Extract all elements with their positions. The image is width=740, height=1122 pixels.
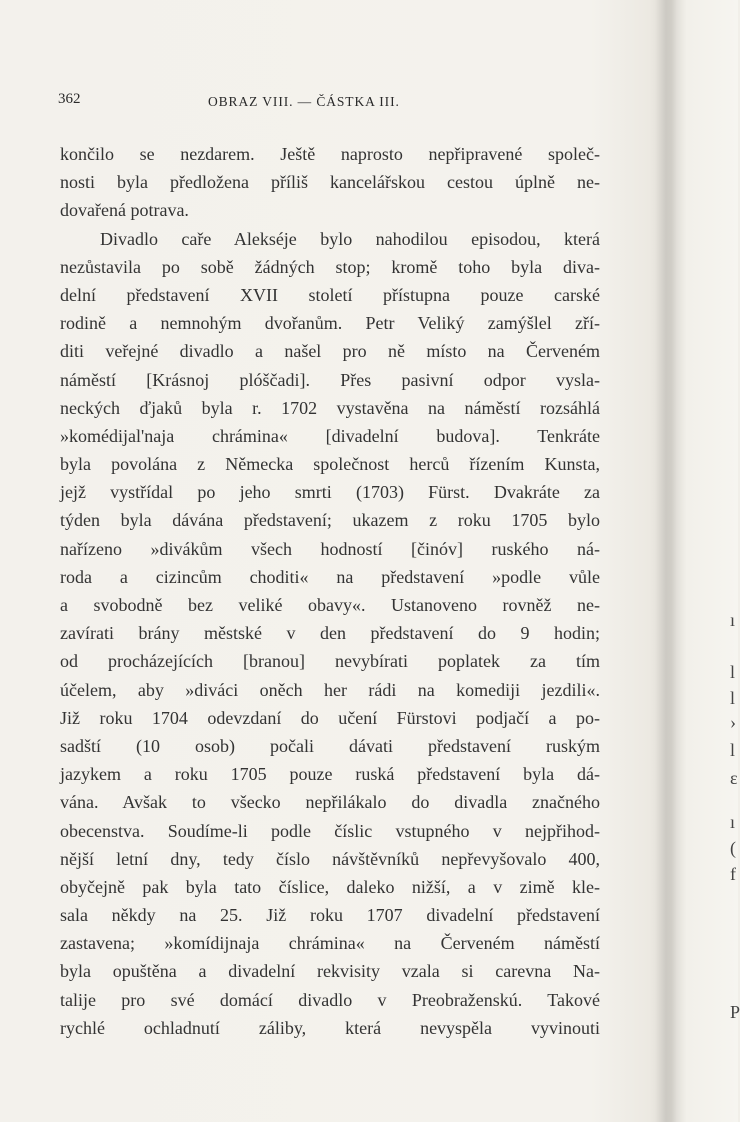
text-line: vána. Avšak to všecko nepřilákalo do divadla značného — [60, 792, 600, 813]
text-line: sadští (10 osob) počali dávati představení ruským — [60, 735, 600, 756]
text-line: obyčejně pak byla tato číslice, daleko nižší, a v zimě kle- — [60, 876, 600, 897]
text-line: a svobodně bez veliké obavy«. Ustanoveno rovněž ne- — [60, 595, 600, 615]
edge-fragment: ε — [730, 768, 738, 788]
facing-page-edge-fragments — [725, 0, 738, 1122]
paragraph-first-line: Divadlo caře Alekséje bylo nahodilou episodou, která — [100, 228, 600, 249]
edge-fragment: › — [730, 712, 736, 732]
text-line: nější letní dny, tedy číslo návštěvníků nepřevyšovalo 400, — [60, 848, 600, 869]
page-header — [58, 91, 618, 111]
text-line: od procházejících [branou] nevybírati poplatek za tím — [60, 651, 600, 672]
body-text — [60, 140, 600, 1042]
edge-fragment: ı — [730, 812, 736, 832]
page-gutter-shadow — [655, 0, 677, 1122]
text-line: nezůstavila po sobě žádných stop; kromě toho byla diva- — [60, 256, 600, 277]
text-line: sala někdy na 25. Již roku 1707 divadelní představení — [60, 905, 600, 926]
text-line: náměstí [Krásnoj plóščadi]. Přes pasivní odpor vysla- — [60, 369, 600, 390]
text-line: dovařená potrava. — [60, 200, 189, 221]
text-line: končilo se nezdarem. Ještě naprosto nepřipravené společ- — [60, 144, 600, 164]
text-line: byla opuštěna a divadelní rekvisity vzala si carevna Na- — [60, 961, 600, 982]
text-line: byla povolána z Německa společnost herců řízením Kunsta, — [60, 454, 600, 475]
edge-fragment: l — [730, 740, 736, 760]
text-line: diti veřejné divadlo a našel pro ně místo na Červeném — [60, 341, 600, 362]
running-head: OBRAZ VIII. — ČÁSTKA III. — [208, 94, 400, 109]
text-line: obecenstva. Soudíme-li podle číslic vstupného v nejpřihod- — [60, 820, 600, 841]
text-line: roda a cizincům choditi« na představení »podle vůle — [60, 566, 600, 587]
edge-fragment: f — [730, 864, 736, 884]
edge-fragment: P — [730, 1002, 740, 1022]
text-line: talije pro své domácí divadlo v Preobraženskú. Takové — [60, 989, 600, 1010]
text-line: týden byla dávána představení; ukazem z roku 1705 bylo — [60, 510, 600, 531]
edge-fragment: l — [730, 662, 736, 682]
text-line: »komédijal'naja chrámina« [divadelní budova]. Tenkráte — [60, 425, 600, 446]
text-line: neckých ďjaků byla r. 1702 vystavěna na náměstí rozsáhlá — [60, 397, 600, 418]
text-line: nařízeno »divákům všech hodností [činóv] ruského ná- — [60, 538, 600, 559]
text-line: zastavena; »komídijnaja chrámina« na Červeném náměstí — [60, 933, 600, 954]
text-line: delní představení XVII století přístupna pouze carské — [60, 284, 600, 305]
text-line: rodině a nemnohým dvořanům. Petr Veliký zamýšlel zří- — [60, 313, 600, 334]
edge-fragment: ( — [730, 838, 736, 858]
text-line: jejž vystřídal po jeho smrti (1703) Fürst. Dvakráte za — [60, 482, 600, 503]
text-line: zavírati brány městské v den představení do 9 hodin; — [60, 623, 600, 644]
edge-fragment: ı — [730, 610, 736, 630]
edge-fragment: l — [730, 688, 736, 708]
text-line: Již roku 1704 odevzdaní do učení Fürstovi podjačí a po- — [60, 707, 600, 728]
text-line: účelem, aby »diváci oněch her rádi na komediji jezdili«. — [60, 679, 600, 700]
page-number: 362 — [58, 91, 81, 107]
text-line: jazykem a roku 1705 pouze ruská představení byla dá- — [60, 764, 600, 785]
text-line: nosti byla předložena příliš kancelářskou cestou úplně ne- — [60, 172, 600, 193]
text-line: rychlé ochladnutí záliby, která nevyspěla vyvinouti — [60, 1017, 600, 1038]
